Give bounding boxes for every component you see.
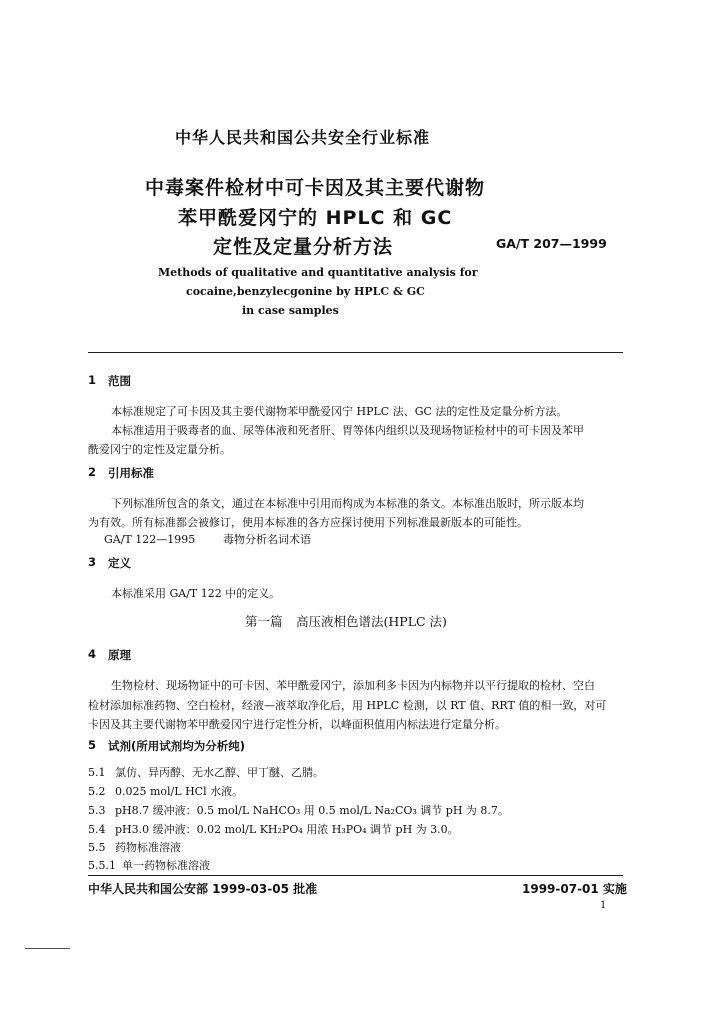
part-1-label: 第一篇 [245, 614, 283, 629]
section-1-paragraph-2a: 本标准适用于吸毒者的血、尿等体液和死者肝、胃等体内组织以及现场物证检材中的可卡因及苯甲 [111, 424, 584, 437]
title-line-3: 定性及定量分析方法 [213, 236, 394, 258]
item-5-3-number: 5.3 [88, 804, 106, 817]
section-4-paragraph-b: 检材添加标准药物、空白检材，经液—液萃取净化后，用 HPLC 检测，以 RT 值、RRT 值的相一致，对可 [88, 699, 607, 712]
item-5-2-number: 5.2 [88, 785, 106, 798]
section-2-paragraph-a: 下列标准所包含的条文，通过在本标准中引用而构成为本标准的条文。本标准出版时，所示版本均 [111, 497, 584, 510]
item-5-3-text: pH8.7 缓冲液：0.5 mol/L NaHCO₃ 用 0.5 mol/L Na₂CO₃ 调节 pH 为 8.7。 [115, 804, 509, 817]
section-5-number: 5 [88, 738, 97, 752]
standard-number: GA/T 207—1999 [496, 236, 607, 251]
english-title-line-3: in case samples [242, 304, 339, 317]
section-3-number: 3 [88, 555, 97, 569]
scan-artifact-line [25, 948, 70, 949]
part-1-title: 高压液相色谱法(HPLC 法) [296, 614, 447, 629]
reference-title: 毒物分析名词术语 [223, 533, 311, 546]
english-title-line-1: Methods of qualitative and quantitative analysis for [158, 266, 478, 279]
section-2-title: 引用标准 [108, 466, 154, 480]
section-4-paragraph-a: 生物检材、现场物证中的可卡因、苯甲酰爱冈宁，添加利多卡因为内标物并以平行提取的检材、空白 [111, 679, 595, 692]
section-4-paragraph-c: 卡因及其主要代谢物苯甲酰爱冈宁进行定性分析，以峰面积值用内标法进行定量分析。 [88, 718, 506, 731]
section-1-paragraph-2b: 酰爱冈宁的定性及定量分析。 [88, 443, 231, 456]
section-2-paragraph-b: 为有效。所有标准都会被修订，使用本标准的各方应探讨使用下列标准最新版本的可能性。 [88, 516, 528, 529]
item-5-1-text: 氯仿、异丙醇、无水乙醇、甲丁醚、乙腈。 [115, 766, 324, 779]
section-3-paragraph: 本标准采用 GA/T 122 中的定义。 [111, 587, 281, 600]
item-5-5-text: 药物标准溶液 [115, 841, 181, 854]
item-5-4-text: pH3.0 缓冲液：0.02 mol/L KH₂PO₄ 用浓 H₃PO₄ 调节 pH 为 3.0。 [115, 823, 459, 836]
header-rule [88, 352, 623, 353]
title-line-1: 中毒案件检材中可卡因及其主要代谢物 [145, 177, 486, 199]
section-4-title: 原理 [108, 648, 131, 662]
title-line-2: 苯甲酰爱冈宁的 HPLC 和 GC [178, 207, 453, 229]
footer-rule [88, 875, 623, 876]
item-5-4-number: 5.4 [88, 823, 106, 836]
item-5-5-1-text: 单一药物标准溶液 [122, 859, 210, 872]
section-4-number: 4 [88, 647, 97, 661]
section-2-number: 2 [88, 465, 97, 479]
section-1-title: 范围 [108, 374, 131, 388]
issuing-org: 中华人民共和国公共安全行业标准 [175, 128, 431, 147]
item-5-1-number: 5.1 [88, 766, 106, 779]
english-title-line-2: cocaine,benzylecgonine by HPLC & GC [186, 285, 425, 298]
section-1-paragraph-1: 本标准规定了可卡因及其主要代谢物苯甲酰爱冈宁 HPLC 法、GC 法的定性及定量分析方法。 [111, 405, 568, 418]
item-5-5-number: 5.5 [88, 841, 106, 854]
item-5-5-1-number: 5.5.1 [88, 859, 116, 872]
section-5-title: 试剂(所用试剂均为分析纯) [108, 739, 246, 753]
page-number: 1 [600, 900, 607, 911]
section-3-title: 定义 [108, 556, 131, 570]
implementation-date: 1999-07-01 实施 [522, 882, 627, 896]
section-1-number: 1 [88, 373, 97, 387]
item-5-2-text: 0.025 mol/L HCl 水液。 [115, 785, 244, 798]
reference-number: GA/T 122—1995 [104, 533, 196, 546]
approval-line: 中华人民共和国公安部 1999-03-05 批准 [88, 882, 318, 896]
